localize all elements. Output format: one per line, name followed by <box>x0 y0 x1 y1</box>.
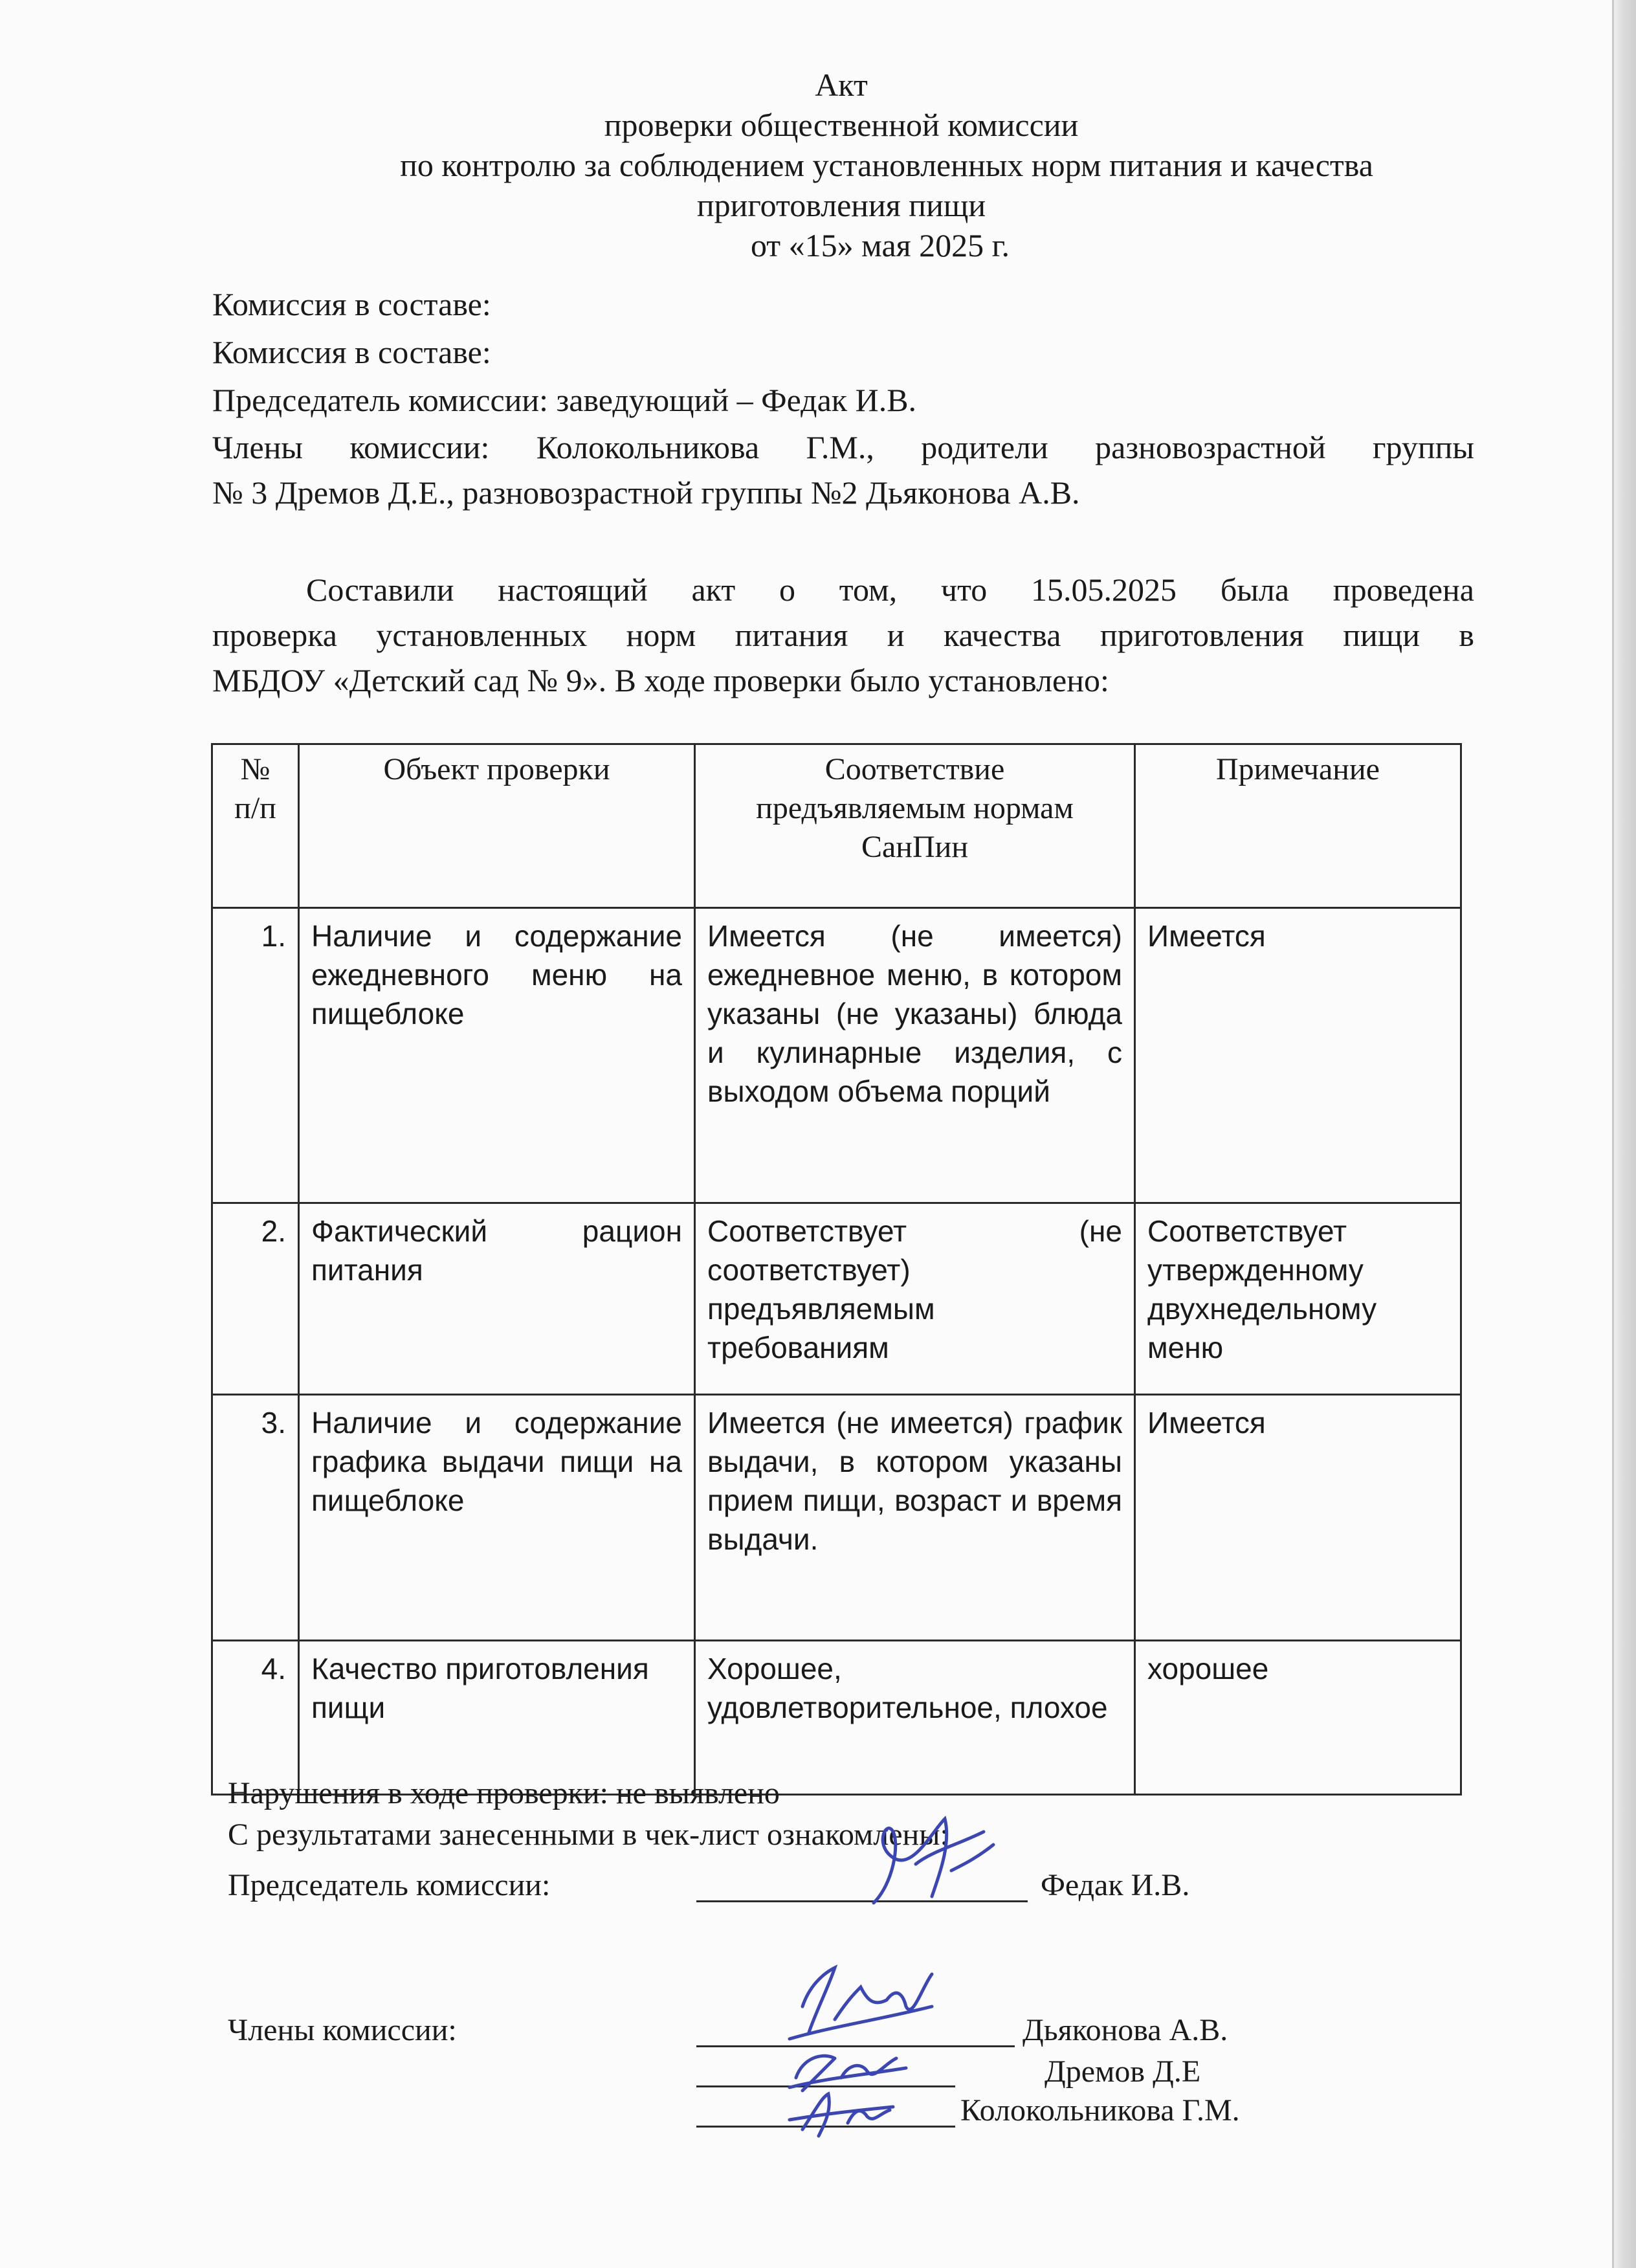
chair-signature-icon <box>854 1806 1003 1916</box>
table-header-row <box>212 744 1461 908</box>
row-object: Наличие и содержание ежедневного меню на пищеблоке <box>299 908 695 1203</box>
commission-line-1: Комиссия в составе: <box>212 286 491 322</box>
row-note: Соответствует утвержденному двухнедельному меню <box>1135 1203 1461 1395</box>
table-row <box>212 908 1461 1203</box>
row-num: 2. <box>212 1203 299 1395</box>
row-num: 4. <box>212 1641 299 1795</box>
title-line-4: приготовления пищи <box>696 187 986 223</box>
title-line-2: проверки общественной комиссии <box>604 107 1079 143</box>
commission-chair: Председатель комиссии: заведующий – Федак И.В. <box>212 382 917 418</box>
intro-line-3: МБДОУ «Детский сад № 9». В ходе проверки было установлено: <box>212 662 1109 698</box>
commission-members-line-1: Члены комиссии: Колокольникова Г.М., родители разновозрастной группы <box>212 429 1474 465</box>
row-compliance: Соответствует (не соответствует) предъявляемым требованиям <box>695 1203 1135 1395</box>
row-note: Имеется <box>1135 908 1461 1203</box>
header-object: Объект проверки <box>299 744 695 908</box>
commission-members-line-2: № 3 Дремов Д.Е., разновозрастной группы №2 Дьяконова А.В. <box>212 474 1080 511</box>
commission-members <box>212 425 1474 515</box>
header-compliance: Соответствие предъявляемым нормам СанПин <box>695 744 1135 908</box>
intro-line-1: Составили настоящий акт о том, что 15.05.2025 была проведена <box>306 572 1474 608</box>
intro-line-2: проверка установленных норм питания и качества приготовления пищи в <box>212 617 1474 653</box>
commission-line-2: Комиссия в составе: <box>212 334 491 370</box>
row-object: Фактический рацион питания <box>299 1203 695 1395</box>
table-row <box>212 1203 1461 1395</box>
members-label: Члены комиссии: <box>228 2013 457 2047</box>
title-line-3: по контролю за соблюдением установленных норм питания и качества <box>400 147 1373 183</box>
member3-name: Колокольникова Г.М. <box>960 2093 1240 2128</box>
header-num: № п/п <box>212 744 299 908</box>
document-title <box>194 65 1488 265</box>
title-line-1: Акт <box>815 67 868 103</box>
row-object: Качество приготовления пищи <box>299 1641 695 1795</box>
row-note: хорошее <box>1135 1641 1461 1795</box>
title-line-5: от «15» мая 2025 г. <box>750 227 1010 263</box>
violations-text: Нарушения в ходе проверки: не выявлено <box>228 1776 780 1810</box>
row-compliance: Имеется (не имеется) ежедневное меню, в котором указаны (не указаны) блюда и кулинарные изделия, с выходом объема порций <box>695 908 1135 1203</box>
row-compliance: Хорошее, удовлетворительное, плохое <box>695 1641 1135 1795</box>
row-compliance: Имеется (не имеется) график выдачи, в котором указаны прием пищи, возраст и время выдачи. <box>695 1395 1135 1641</box>
member1-name: Дьяконова А.В. <box>1022 2013 1228 2047</box>
header-note: Примечание <box>1135 744 1461 908</box>
row-note: Имеется <box>1135 1395 1461 1641</box>
scan-edge <box>1614 0 1636 2268</box>
intro-paragraph <box>212 567 1474 703</box>
acquainted-text: С результатами занесенными в чек-лист ознакомлены: <box>228 1818 949 1852</box>
chair-name: Федак И.В. <box>1041 1868 1190 1902</box>
table-row <box>212 1641 1461 1795</box>
row-num: 3. <box>212 1395 299 1641</box>
table-row <box>212 1395 1461 1641</box>
row-object: Наличие и содержание графика выдачи пищи на пищеблоке <box>299 1395 695 1641</box>
member3-signature-icon <box>777 2084 906 2142</box>
row-num: 1. <box>212 908 299 1203</box>
chair-label: Председатель комиссии: <box>228 1868 551 1902</box>
member2-name: Дремов Д.Е <box>1045 2054 1201 2089</box>
inspection-table <box>211 743 1462 1796</box>
